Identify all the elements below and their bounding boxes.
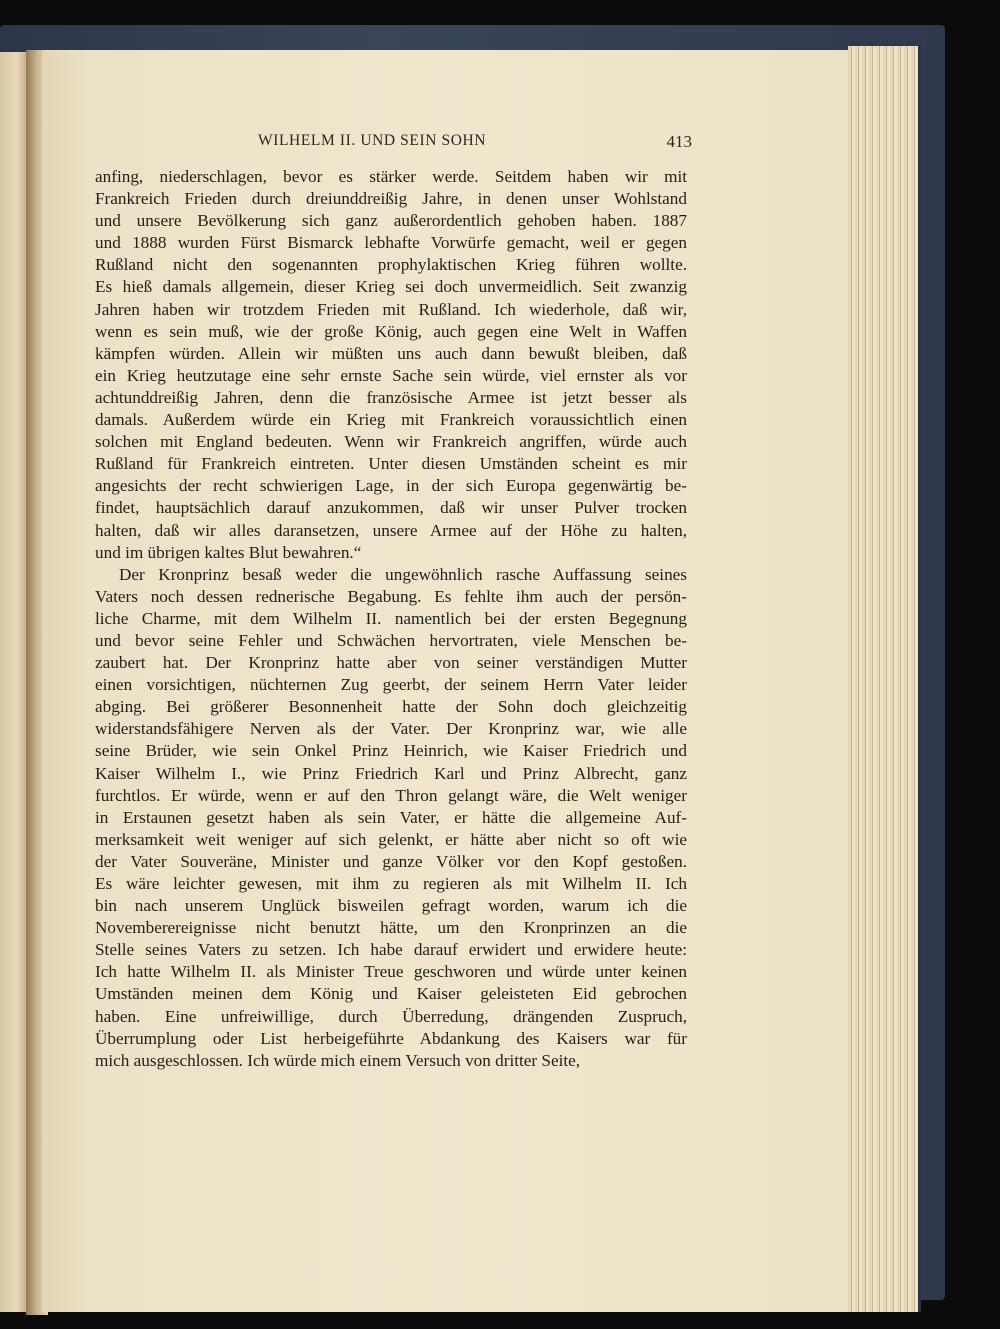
text-line: Es hieß damals allgemein, dieser Krieg sei doch unvermeidlich. Seit zwanzig <box>95 277 687 297</box>
text-line: einen vorsichtigen, nüchternen Zug geerbt, der seinem Herrn Vater leider <box>95 675 687 695</box>
text-line: liche Charme, mit dem Wilhelm II. namentlich bei der ersten Begegnung <box>95 608 687 628</box>
page-edges <box>848 46 921 1312</box>
text-line: in Erstaunen gesetzt haben als sein Vater, er hätte die allgemeine Auf- <box>95 807 687 827</box>
text-line: zaubert hat. Der Kronprinz hatte aber von seiner verständigen Mutter <box>95 653 687 673</box>
text-line: und unsere Bevölkerung sich ganz außerordentlich gehoben haben. 1887 <box>95 211 687 231</box>
text-line: mich ausgeschlossen. Ich würde mich einem Versuch von dritter Seite, <box>95 1050 581 1070</box>
text-line: kämpfen würden. Allein wir müßten uns auch dann bewußt bleiben, daß <box>95 343 687 363</box>
text-line: solchen mit England bedeuten. Wenn wir Frankreich angriffen, würde auch <box>95 432 687 452</box>
text-line: ein Krieg heutzutage eine sehr ernste Sache sein würde, viel ernster als vor <box>95 365 687 385</box>
text-line: Kaiser Wilhelm I., wie Prinz Friedrich Karl und Prinz Albrecht, ganz <box>95 763 687 783</box>
text-line: halten, daß wir alles daransetzen, unsere Armee auf der Höhe zu halten, <box>95 520 687 540</box>
text-line: Umständen meinen dem König und Kaiser geleisteten Eid gebrochen <box>95 984 687 1004</box>
text-line: Vaters noch dessen rednerische Begabung. Es fehlte ihm auch der persön- <box>95 586 687 606</box>
text-line: der Vater Souveräne, Minister und ganze Völker vor den Kopf gestoßen. <box>95 851 687 871</box>
text-line: und 1888 wurden Fürst Bismarck lebhafte Vorwürfe gemacht, weil er gegen <box>95 233 687 253</box>
text-line: haben. Eine unfreiwillige, durch Überredung, drängenden Zuspruch, <box>95 1006 687 1026</box>
text-line: Überrumplung oder List herbeigeführte Abdankung des Kaisers war für <box>95 1028 687 1048</box>
left-page-edge <box>0 52 28 1312</box>
text-line: merksamkeit weit weniger auf sich gelenkt, er hätte aber nicht so oft wie <box>95 829 687 849</box>
text-line: widerstandsfähigere Nerven als der Vater. Der Kronprinz war, wie alle <box>95 719 687 739</box>
text-line: Jahren haben wir trotzdem Frieden mit Rußland. Ich wiederhole, daß wir, <box>95 299 687 319</box>
text-line: damals. Außerdem würde ein Krieg mit Frankreich voraussichtlich einen <box>95 410 687 430</box>
text-line: Der Kronprinz besaß weder die ungewöhnlich rasche Auffassung seines <box>119 564 687 584</box>
text-line: Ich hatte Wilhelm II. als Minister Treue geschworen und würde unter keinen <box>95 962 687 982</box>
text-line: bin nach unserem Unglück bisweilen gefragt worden, warum ich die <box>95 896 687 916</box>
text-line: abging. Bei größerer Besonnenheit hatte der Sohn doch gleichzeitig <box>95 697 687 717</box>
page-header <box>258 132 698 156</box>
text-line: findet, hauptsächlich darauf anzukommen, daß wir unser Pulver trocken <box>95 498 687 518</box>
text-line: Stelle seines Vaters zu setzen. Ich habe darauf erwidert und erwidere heute: <box>95 940 687 960</box>
body-text <box>95 166 687 1072</box>
text-line: Rußland für Frankreich eintreten. Unter diesen Umständen scheint es mir <box>95 454 687 474</box>
page-number: 413 <box>666 132 692 151</box>
text-line: wenn es sein muß, wie der große König, auch gegen eine Welt in Waffen <box>95 321 687 341</box>
text-line: angesichts der recht schwierigen Lage, in der sich Europa gegenwärtig be- <box>95 476 687 496</box>
text-line: furchtlos. Er würde, wenn er auf den Thron gelangt wäre, die Welt weniger <box>95 785 687 805</box>
text-line: und bevor seine Fehler und Schwächen hervortraten, viele Menschen be- <box>95 630 687 650</box>
text-line: seine Brüder, wie sein Onkel Prinz Heinrich, wie Kaiser Friedrich und <box>95 741 687 761</box>
text-line: Es wäre leichter gewesen, mit ihm zu regieren als mit Wilhelm II. Ich <box>95 874 687 893</box>
running-title: WILHELM II. UND SEIN SOHN <box>258 132 487 149</box>
text-line: Rußland nicht den sogenannten prophylaktischen Krieg führen wollte. <box>95 255 687 275</box>
text-line: Frankreich Frieden durch dreiunddreißig Jahre, in denen unser Wohlstand <box>95 189 687 209</box>
text-line: anfing, niederschlagen, bevor es stärker werde. Seitdem haben wir mit <box>95 167 687 186</box>
text-line: Novemberereignisse nicht benutzt hätte, um den Kronprinzen an die <box>95 918 687 938</box>
text-line: achtunddreißig Jahren, denn die französische Armee ist jetzt besser als <box>95 387 687 407</box>
text-line: und im übrigen kaltes Blut bewahren.“ <box>95 542 362 562</box>
